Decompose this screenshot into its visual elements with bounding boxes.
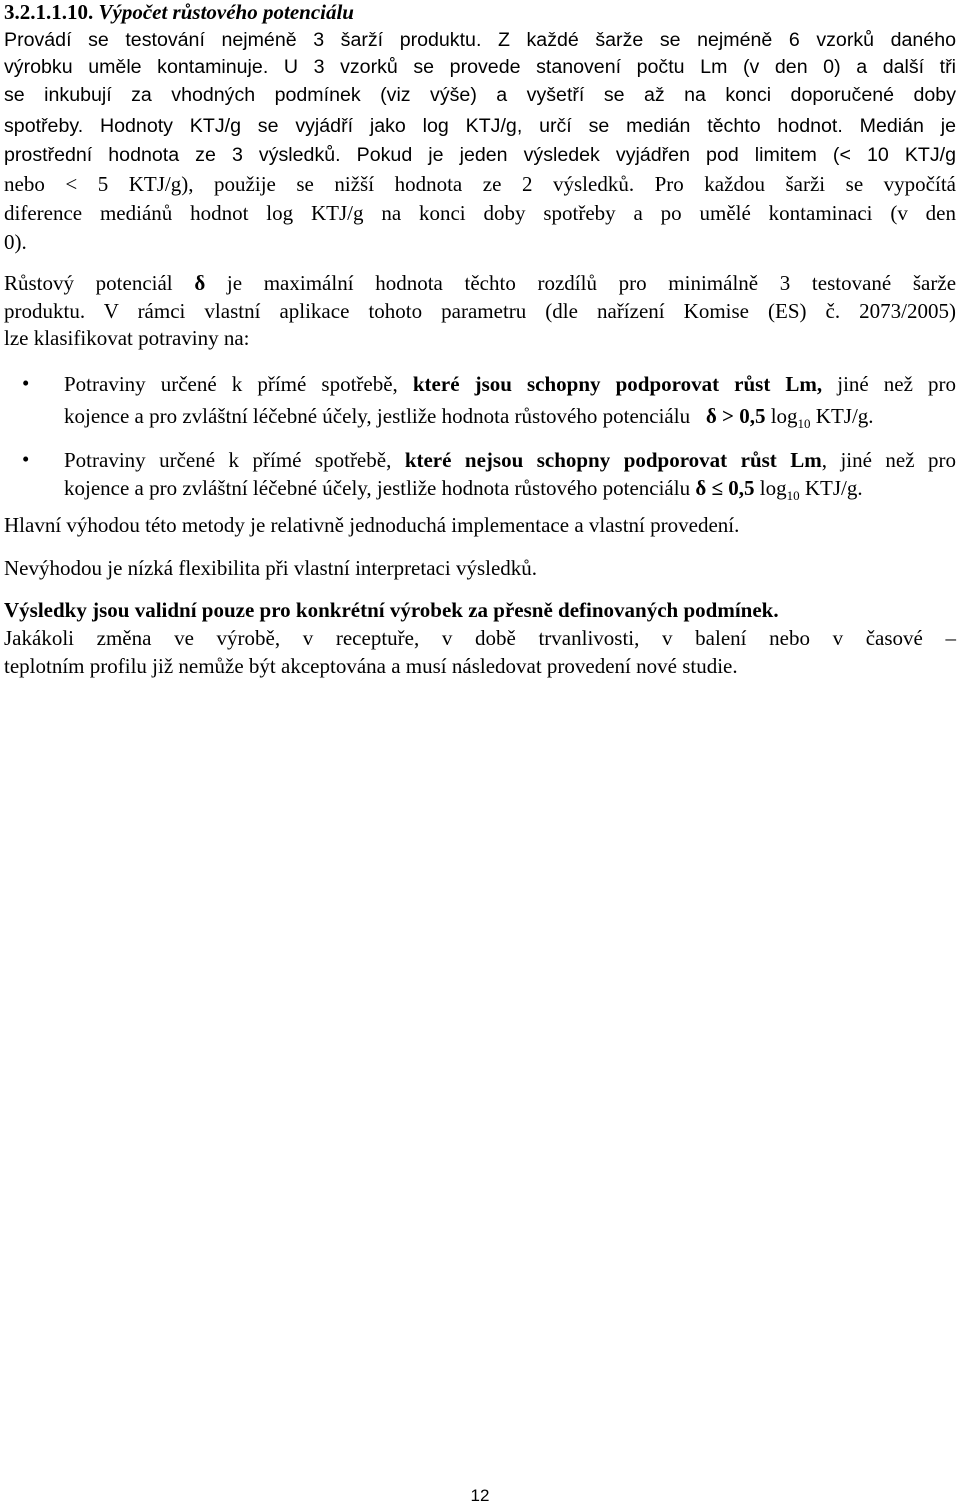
text-line: se inkubují za vhodných podmínek (viz výše) a vyšetří se až na konci doporučené doby xyxy=(4,84,956,106)
text-line: diference mediánů hodnot log KTJ/g na konci doby spotřeby a po umělé kontaminaci (v den xyxy=(4,201,956,225)
section-title: Výpočet růstového potenciálu xyxy=(98,0,354,24)
text-line: lze klasifikovat potraviny na: xyxy=(4,326,250,350)
page-number: 12 xyxy=(470,1486,490,1505)
section-number: 3.2.1.1.10. xyxy=(4,0,94,24)
text-line: nebo < 5 KTJ/g), použije se nižší hodnota ze 2 výsledků. Pro každou šarži se vypočítá xyxy=(4,172,956,196)
text-line: Potraviny určené k přímé spotřebě, které jsou schopny podporovat růst Lm, jiné než pro xyxy=(64,372,957,396)
bullet-icon: • xyxy=(22,447,30,471)
text-line: 0). xyxy=(4,230,27,254)
advantage-paragraph: Hlavní výhodou této metody je relativně jednoduchá implementace a vlastní provedení. xyxy=(4,513,740,537)
text-line: prostřední hodnota ze 3 výsledků. Pokud je jeden výsledek vyjádřen pod limitem (< 10 KTJ/g xyxy=(4,144,956,166)
disadvantage-paragraph: Nevýhodou je nízká flexibilita při vlastní interpretaci výsledků. xyxy=(4,556,538,580)
text-line: spotřeby. Hodnoty KTJ/g se vyjádří jako log KTJ/g, určí se medián těchto hodnot. Medián je xyxy=(4,115,956,137)
text-line: Růstový potenciál δ je maximální hodnota těchto rozdílů pro minimálně 3 testované šarže xyxy=(4,271,957,295)
text-line: kojence a pro zvláštní léčebné účely, jestliže hodnota růstového potenciálu δ ≤ 0,5 $\log_{10} KTJ/g$. xyxy=(64,476,863,504)
text-line: Jakákoli změna ve výrobě, v receptuře, v době trvanlivosti, v balení nebo v časové – xyxy=(4,626,956,650)
text-line: výrobku uměle kontaminuje. U 3 vzorků se provede stanovení počtu Lm (v den 0) a další tři xyxy=(4,56,956,78)
text-line: teplotním profilu již nemůže být akceptována a musí následovat provedení nové studie. xyxy=(4,654,738,678)
conclusion-bold: Výsledky jsou validní pouze pro konkrétní výrobek za přesně definovaných podmínek. xyxy=(4,598,779,622)
delta-symbol: δ xyxy=(194,271,206,295)
section-heading xyxy=(4,0,956,26)
bullet-icon: • xyxy=(22,371,30,395)
text-line: Provádí se testování nejméně 3 šarží produktu. Z každé šarže se nejméně 6 vzorků daného xyxy=(4,29,956,51)
text-line: Potraviny určené k přímé spotřebě, které nejsou schopny podporovat růst Lm, jiné než pro xyxy=(64,448,957,472)
text-line: produktu. V rámci vlastní aplikace tohoto parametru (dle nařízení Komise (ES) č. 2073/2005) xyxy=(4,299,956,323)
text-line: kojence a pro zvláštní léčebné účely, jestliže hodnota růstového potenciálu δ > 0,5 $\log_{10} KTJ/g$. xyxy=(64,404,874,432)
